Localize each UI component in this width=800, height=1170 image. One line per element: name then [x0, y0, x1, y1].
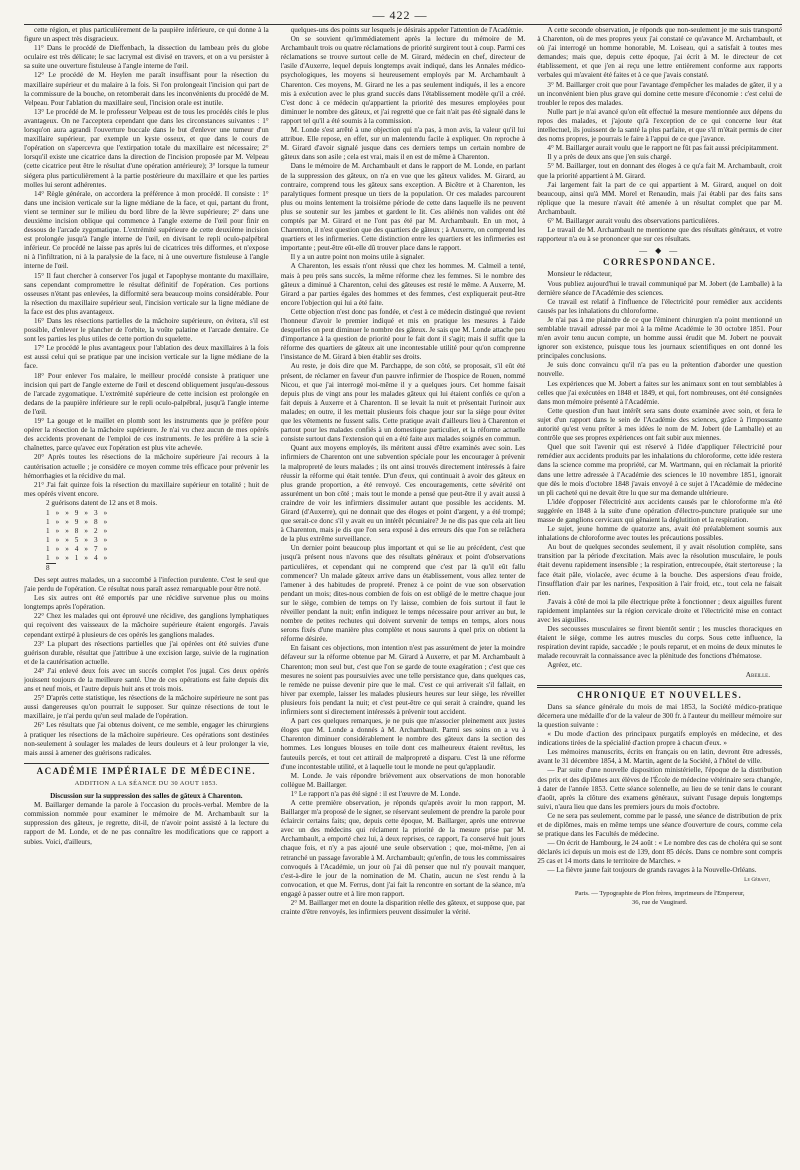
paragraph: Dans le mémoire de M. Archambault et dans le rapport de M. Londe, en parlant de la suppression des gâteux, on n'a en vue que les gâteux valides. M. Girard, au contraire, comprend tous les gâteux sans exception. A Bicêtre et à Charenton, les paralytiques forment presque un tiers de la population. Or ces malades parcourent plus ou moins lentement la troisième période de cette dans laquelle ils ne peuvent plus se soutenir sur les jambes et gardent le lit. Ces aliénés non valides ont été comptés par M. Girard et ne l'ont pas été par M. Archambault. En un mot, à Charenton, il n'est question que des quartiers de gâteux ; à Auxerre, on comprend les quartiers et les infirmeries. Cette distinction entre les quartiers et les infirmeries est importante ; peut-être eût-elle dû trouver place dans le rapport. [280, 162, 526, 253]
gerant-label: Le Gérant, [744, 876, 771, 883]
paragraph: 22° Chez les malades qui ont éprouvé une récidive, des ganglions lymphatiques qui reçoivent des vaisseaux de la mâchoire supérieure étaient engorgés. J'avais cependant extirpé à plusieurs de ces opérés les ganglions malades. [24, 612, 269, 639]
paragraph: — On écrit de Hambourg, le 24 août : « Le nombre des cas de choléra qui se sont déclarés ici depuis un mois est de 139, dont 85 décès. Dans ce nombre sont compris 25 cas et 14 morts dans le territoire de Marches. » [537, 839, 782, 866]
table-cell: » [65, 544, 69, 553]
table-cell: 1 [46, 526, 50, 535]
column-3 [537, 26, 782, 1158]
paragraph: Le sujet, jeune homme de quatorze ans, avait été préalablement soumis aux inhalations de chloroforme avec toutes les précautions possibles. [537, 525, 782, 543]
discussion-text: M. Baillarger demande la parole à l'occasion du procès-verbal. Membre de la commission nommée pour examiner le mémoire de M. Archambault sur la suppression des gâteux, je regrette, dit-il, de n'avoir point assisté à la lecture du rapport de M. Londe, et de ne pas connaître les modifications que ce rapport a subies. Voici, d'ailleurs, [24, 801, 269, 846]
paragraph: Les expériences que M. Jobert a faites sur les animaux sont en tout semblables à celles que j'ai exécutées en 1848 et 1849, et qui, fort nombreuses, ont été consignées dans mon mémoire présenté à l'Académie. [537, 379, 782, 406]
table-cell: 3 [93, 508, 98, 517]
table-cell: 4 [74, 544, 79, 553]
paragraph: 3° M. Baillarger croit que pour l'avantage d'empêcher les malades de gâter, il y a un inconvénient bien plus grave qui domine cette mesure d'économie : c'est celui de troubler le repos des malades. [537, 80, 782, 107]
paragraph: 14° Règle générale, on accordera la préférence à mon procédé. Il consiste : 1° dans une incision verticale sur la ligne médiane de la face, et qui, partant du front, vient se terminer sur le milieu du bord libre de la lèvre supérieure; 2° dans une deuxième incision oblique qui commence à l'angle externe de l'œil pour finir en dessous de l'arcade zygomatique. L'extrémité supérieure de cette deuxième incision est prolongée jusqu'à l'angle interne de l'œil, en divisant le repli oculo-palpébral inférieur. Ce procédé ne laisse pas après lui de cicatrices très difformes, et n'expose ni à l'infiltration, ni à la paralysie de la face, ni à une ouverture fistuleuse à l'angle interne de l'œil. [24, 189, 269, 271]
table-cell: » [84, 517, 88, 526]
correspondence-paragraphs [537, 280, 782, 662]
correspondence-signature: Abeille. [745, 670, 771, 679]
paragraph: Vous publiez aujourd'hui le travail communiqué par M. Jobert (de Lamballe) à la dernière séance de l'Académie des sciences. [537, 279, 782, 297]
top-rule [24, 24, 782, 25]
paragraph: Cette objection n'est donc pas fondée, et c'est à ce médecin distingué que revient l'honneur d'avoir le premier indiqué et mis en pratique les mesures à l'aide desquelles on peut diminuer le nombre des gâteux. Je sais que M. Londe attache peu d'importance à la question de priorité pour le fait dont il s'agit; mais il suffit que la réforme des quartiers de gâteux ait une incontestable utilité pour qu'on comprenne l'insistance de M. Girard à bien établir ses droits. [280, 307, 526, 362]
table-cell: » [65, 508, 69, 517]
paragraph: 6° M. Baillarger aurait voulu des observations particulières. [547, 216, 720, 225]
correspondence-salutation: Monsieur le rédacteur, [547, 270, 612, 279]
paragraph: M. Londe. Je vais répondre brièvement aux observations de mon honorable collègue M. Baillarger. [280, 771, 526, 789]
paragraph: 24° J'ai enlevé deux fois avec un succès complet l'os jugal. Ces deux opérés jouissent toujours de la meilleure santé. Une de ces opérations est faite depuis dix ans et neuf mois, et l'autre depuis huit ans et trois mois. [24, 666, 269, 694]
table-row [46, 545, 113, 554]
table-cell: 1 [46, 553, 50, 562]
table-cell: » [103, 508, 108, 517]
academy-subheading: ADDITION A LA SÉANCE DU 30 AOUT 1853. [74, 779, 218, 787]
paragraph: — La fièvre jaune fait toujours de grands ravages à la Nouvelle-Orléans. [547, 866, 757, 875]
table-cell: » [84, 554, 88, 563]
paragraph: 16° Dans les résections partielles de la mâchoire supérieure, on évitera, s'il est possible, d'enlever le plancher de l'orbite, la voûte palatine et l'arcade dentaire. Ce sont les parties les plus utiles de cette portion du squelette. [24, 317, 269, 344]
table-row [46, 536, 113, 545]
paragraph: A cette seconde observation, je réponds que non-seulement je me suis transporté à Charenton, où de mes propres yeux j'ai constaté ce qu'avance M. Archambault, et où j'ai interrogé un homme honorable, M. Loiseau, qui a satisfait à toutes mes demandes; mais que, depuis cette époque, j'ai écrit à M. le directeur de cet établissement, et que j'en ai reçu une lettre entièrement conforme aux rapports verbales qui m'avaient été faites et à ce que j'avais constaté. [537, 26, 782, 80]
table-row [46, 527, 113, 536]
paragraph: Les six autres ont été emportés par une récidive survenue plus ou moins longtemps après l'opération. [24, 594, 269, 612]
table-cell: » [103, 554, 108, 563]
table-total-row [46, 563, 113, 573]
column-2 [281, 26, 526, 1158]
paragraph: En faisant ces objections, mon intention n'est pas assurément de jeter la moindre défaveur sur la réforme obtenue par M. Girard à Auxerre, et par M. Archambault à Charenton; mon seul but, c'est que l'on se garde de toute exagération ; c'est que ces mesures ne soient pas poursuivies avec une telle persistance que, dans quelques cas, le remède ne puisse devenir pire que le mal. C'est ce qui arriverait s'il fallait, en hiver par exemple, laisser les malades plusieurs heures sur leur siège, les réveiller plusieurs fois pendant la nuit; et c'est peut-être ce qui serait à craindre, quand les infirmiers sont si directement intéressés à prévenir tout accident. [280, 644, 526, 717]
paragraph: A part ces quelques remarques, je ne puis que m'associer pleinement aux justes éloges que M. Londe a donnés à M. Archambault. Parmi ses soins on a vu à Charenton diminuer considérablement le nombre des gâteux dans la section des hommes. Les longues blouses en toile dont ces malheureux étaient revêtus, les fauteuils percés, et tout cet attirail de malpropreté a disparu. C'est là une réforme d'une incontestable utilité, et à laquelle tout le monde ne peut qu'applaudir. [280, 717, 526, 771]
paragraph: 17° Le procédé le plus avantageux pour l'ablation des deux maxillaires à la fois est aussi celui qui se pratique par une incision verticale sur la ligne médiane de la face. [24, 344, 269, 371]
table-cell: » [84, 544, 88, 553]
table-cell: 2 [93, 526, 98, 535]
column-1 [24, 26, 269, 1158]
chronicle-paragraphs [537, 703, 782, 876]
paragraph: Des secousses musculaires se firent bientôt sentir ; les muscles thoraciques en étaient le siège, comme les autres muscles du corps. Sous cette influence, la respiration devint rapide, saccadée ; le pouls reparut, et en moins de deux minutes le malade recouvrait la connaissance avec la plénitude des fonctions d'hématose. [537, 625, 782, 661]
table-row [46, 554, 113, 564]
table-cell: » [65, 517, 69, 526]
table-cell: 1 [46, 517, 50, 526]
table-cell: 9 [74, 508, 79, 517]
paragraph: 15° Il faut chercher à conserver l'os jugal et l'apophyse montante du maxillaire, sans cependant compromettre le résultat définitif de l'opération. Ces portions osseuses n'étant pas enlevées, la difformité sera beaucoup moins considérable. Pour la résection du maxillaire supérieur seul, l'incision verticale sur la ligne médiane de la face est des plus avantageux. [24, 271, 269, 316]
table-total: 8 [46, 563, 56, 573]
paragraph: Dans sa séance générale du mois de mai 1853, la Société médico-pratique décernera une médaille d'or de la valeur de 300 fr. à l'auteur du meilleur mémoire sur la question suivante : [537, 702, 782, 729]
table-cell: » [65, 526, 69, 535]
paragraph: Quel que soit l'avenir qui est réservé à l'idée d'appliquer l'électricité pour remédier aux accidents produits par les inhalations du chloroforme, cette idée restera dans la science comme ma propriété, car M. Wartmann, qui en réclamait la priorité dans une lettre adressée à l'Académie des sciences le 10 novembre 1851, ignorait que dès le mois d'octobre 1848 j'avais envoyé à ce sujet à l'Académie de médecine un pli cacheté qui ne devait être lu que sur ma demande ultérieure. [537, 443, 782, 497]
paragraph: Nulle part je n'ai avancé qu'on eût effectué la mesure mentionnée aux dépens du repos des malades, et j'ajoute qu'à l'exception de ce qui concerne leur état intellectuel, ils jouissent de la santé la plus parfaite, et que s'il m'était permis de citer des noms propres, je pourrais le faire à l'appui de ce que j'avance. [537, 107, 782, 144]
ornament-divider: — ◆ — [639, 246, 681, 256]
stats-header: 2 guérisons datent de 12 ans et 8 mois. [46, 498, 158, 507]
survival-stats-table [46, 509, 113, 573]
table-cell: » [103, 535, 108, 544]
paragraph: A cette première observation, je réponds qu'après avoir lu mon rapport, M. Baillarger m'a proposé de le signer, se réservant seulement de prendre la parole pour éclaircir certains faits; que, depuis cette époque, M. Baillarger, après une entrevue avec un des médecins qui réclament la priorité de la mesure prise par M. Archambault, a emporté chez lui, à deux reprises, ce rapport, l'a conservé huit jours chaque fois, et n'y a pas ajouté une seule observation ; que, moi-même, j'en ai retranché un passage favorable à M. Archambault; qu'enfin, de tous les commissaires convoqués à l'Académie, un jour où j'ai dû penser que nul n'y pouvait manquer, c'est-à-dire le jour de la nomination de M. Chatin, aucun ne s'est rendu à la convocation, et que M. Ferrus, dont j'ai fait la rencontre en sortant de la séance, m'a engagé à passer outre et à lire mon rapport. [280, 798, 526, 898]
paragraph: J'ai largement fait la part de ce qui appartient à M. Girard, auquel on doit beaucoup, ainsi qu'à MM. Morel et Renaudin, mais j'ai établi par des faits sans réplique que la mesure n'avait été amenée à un résultat complet que par M. Archambault. [537, 180, 782, 216]
paragraph: Ce travail est relatif à l'influence de l'électricité pour remédier aux accidents causés par les inhalations du chloroforme. [537, 297, 782, 315]
table-cell: 8 [93, 517, 98, 526]
paragraph: 21° J'ai fait quinze fois la résection du maxillaire supérieur en totalité ; huit de mes opérés vivent encore. [24, 480, 269, 498]
paragraph: A Charenton, les essais n'ont réussi que chez les hommes. M. Calmeil a tenté, mais à peu près sans succès, la même réforme chez les femmes. Si le nombre des gâteux a diminué à Charenton, celui des gâteuses est resté le même. A Auxerre, M. Girard a par parties égales des hommes et des femmes, c'est expliquerait peut-être encore l'objection qui lui a été faite. [280, 262, 526, 307]
paragraph: 18° Pour enlever l'os malaire, le meilleur procédé consiste à pratiquer une incision qui part de l'angle externe de l'œil et descend obliquement jusqu'au-dessous de l'arcade zygomatique. L'extrémité supérieure de cette incision est prolongée en dedans de la paupière inférieure sur le repli oculo-palpébral, jusqu'à l'angle interne de l'œil. [24, 371, 269, 416]
correspondence-closing: Agréez, etc. [547, 661, 582, 670]
paragraph: Je suis donc convaincu qu'il n'a pas eu la prétention d'aborder une question nouvelle. [537, 361, 782, 379]
paragraph: 13° Le procédé de M. le professeur Velpeau est de tous les procédés cités le plus avantageux. On ne l'acceptera cependant que dans les circonstances suivantes : 1° lorsqu'on aura agrandi l'ouverture buccale dans le but d'enlever une tumeur d'un maxillaire supérieur, par exemple un kyste osseux, et que dans le cours de l'opération on s'apercevra que l'extirpation totale du maxillaire est nécessaire; 2° lorsqu'il existe une cicatrice dans la direction de l'incision proposée par M. Velpeau (cette cicatrice peut être le résultat d'une opération antérieure); 3° lorsque la tumeur siégera plus particulièrement à la partie postérieure du maxillaire et que les parties molles lui seront adhérentes. [24, 107, 269, 189]
table-row [46, 509, 113, 518]
paragraph: Je n'ai pas à me plaindre de ce que l'éminent chirurgien n'a point mentionné un semblable travail adressé par moi à la même Académie le 30 octobre 1851. Pour m'en avoir tenu aucun compte, un homme aussi érudit que M. Jobert ne pouvait ignorer son existence, puisque tous les journaux scientifiques en ont donné les principales conclusions. [537, 315, 782, 361]
paragraph: 26° Les résultats que j'ai obtenus doivent, ce me semble, engager les chirurgiens à pratiquer les résections de la mâchoire supérieure. Ces opérations sont destinées non-seulement à soulager les malades de leurs douleurs et à leur prolonger la vie, mais aussi à amener des guérisons radicales. [24, 721, 269, 757]
table-cell: 9 [74, 517, 79, 526]
paragraph: J'avais à côté de moi la pile électrique prête à fonctionner ; deux aiguilles furent rapidement implantées sur la région cervicale droite et l'électricité mise en contact avec les aiguilles. [537, 597, 782, 624]
paragraph: Ce ne sera pas seulement, comme par le passé, une séance de distribution de prix et de diplômes, mais en même temps une séance d'ouverture de cours, comme cela se pratique dans les Facultés de médecine. [537, 811, 782, 839]
table-cell: 5 [74, 535, 79, 544]
table-row [46, 518, 113, 527]
column-1-paragraphs-2 [24, 576, 269, 758]
table-cell: » [55, 508, 60, 517]
discussion-heading: Discussion sur la suppression des salles de gâteux à Charenton. [50, 792, 243, 801]
paragraph: 19° La gouge et le maillet en plomb sont les instruments que je préfère pour opérer la résection de la mâchoire supérieure. Je n'ai vu chez aucun de mes opérés des accidents provenant de l'emploi de ces instruments. Je les préfère à la scie à chaînettes, parce qu'avec eux l'opération est plus vite achevée. [24, 417, 269, 453]
section-divider [24, 763, 269, 764]
paragraph: 1° Le rapport n'a pas été signé : il est l'œuvre de M. Londe. [290, 789, 461, 798]
table-cell: » [65, 554, 69, 563]
paragraph: Quant aux moyens employés, ils méritent aussi d'être examinés avec soin. Les infirmiers de Charenton ont une subvention spéciale pour les encourager à prévenir la malpropreté de leurs malades ; ils ont ainsi trouvés directement intéressés à faire réussir la réforme qui était tentée. D'un d'eux, qui continuait à avoir des gâteux en plus grande proportion, a été renvoyé. Ces encouragements, cette sévérité ont assurément un bon côté ; mais tout le monde a pensé que peut-être il y avait aussi à craindre de voir les infirmiers dissimuler autant que possible les accidents. M. Girard (d'Auxerre), qui ne donnait que des éloges et point d'argent, y a été trompé; que serait-ce donc s'il y avait eu un intérêt pécuniaire? Je ne dis pas que cela ait lieu à Charenton, mais je dis que l'on sera exposé à des erreurs dès que l'on se relâchera de la plus extrême surveillance. [280, 444, 526, 544]
paragraph: cette région, et plus particulièrement de la paupière inférieure, ce qui donne à la figure un aspect très disgracieux. [24, 26, 269, 44]
paragraph: 12° Le procédé de M. Heylen me paraît insuffisant pour la résection du maxillaire supérieur et du malaire à la fois. Si l'on prolongeait l'incision qui part de la commissure de la bouche, on retomberait dans les inconvénients du procédé de M. Velpeau. Pour l'ablation du maxillaire seul, l'incision orale est inutile. [24, 71, 269, 107]
paragraph: Au bout de quelques secondes seulement, il y avait résolution complète, sans transition par la période d'excitation. Mais avec la résolution musculaire, le pouls était devenu rapidement insensible ; la respiration, entrecoupée, était stertoreuse ; la face était pâle, violacée, avec écume à la bouche. Des aspersions d'eau froide, l'insufflation d'air par les narines, l'exposition à l'air froid, etc., tout cela ne faisait rien. [537, 543, 782, 597]
printer-line-2: 36, rue de Vaugirard. [632, 898, 688, 906]
table-cell: » [55, 544, 60, 553]
table-cell: 1 [46, 535, 50, 544]
table-cell: » [55, 535, 60, 544]
paragraph: On se souvient qu'immédiatement après la lecture du mémoire de M. Archambault trois ou quatre réclamations de priorité surgirent tout à coup. Parmi ces réclamations se trouve surtout celle de M. Girard, médecin en chef, directeur de l'asile d'Auxerre, lequel depuis longtemps avait indiqué, dans les Annales médico-psychologiques, les moyens si heureusement employés par M. Archambault à Charenton. Ces moyens, M. Girard ne les a pas seulement indiqués, il les a encore mis à exécution avec le plus grand succès dans l'établissement modèle qu'il a créé. C'est donc à ce médecin qu'appartient la priorité des mesures employées pour diminuer le nombre des gâteux, et j'ai regretté que ce fait n'ait pas été signalé dans le rapport tel qu'il a été soumis à la commission. [280, 35, 526, 125]
column-1-paragraphs [24, 26, 269, 499]
paragraph: 5° M. Baillarger, tout en donnant des éloges à ce qu'a fait M. Archambault, croit que la priorité appartient à M. Girard. [537, 162, 782, 180]
paragraph: Le travail de M. Archambault ne mentionne que des résultats généraux, et votre rapporteur n'a eu à se prononcer que sur ces résultats. [537, 226, 782, 244]
table-cell: » [103, 544, 108, 553]
table-cell: 7 [93, 544, 98, 553]
paragraph: Des sept autres malades, un a succombé à l'infection purulente. C'est le seul que j'aie perdu de l'opération. Ce résultat nous paraît assez remarquable pour être noté. [24, 575, 269, 594]
page-number: — 422 — [372, 8, 428, 22]
column-2-paragraphs [281, 26, 526, 917]
paragraph: Il y a près de deux ans que j'en suis chargé. [547, 153, 672, 162]
table-cell: 1 [46, 508, 50, 517]
paragraph: « Du mode d'action des principaux purgatifs employés en médecine, et des indications tirées de la spécialité d'action propre à chacun d'eux. » [537, 730, 782, 748]
table-cell: » [84, 526, 88, 535]
paragraph: Au reste, je dois dire que M. Parchappe, de son côté, se proposait, s'il eût été présent, de réclamer en faveur d'un pauvre infirmier de l'hospice de Rouen, nommé Nicou, et que j'ai interrogé moi-même il y a quelques jours. Cet homme faisait depuis plus de vingt ans pour les malades gâteux qui lui étaient confiés ce qu'on a fait depuis à Auxerre et à Charenton. Il se levait la nuit et présentait l'urinoir aux malades; en outre, il les mettait plusieurs fois chaque jour sur la siège pour éviter que les vêtements ne fussent salis. Cette pratique avait d'ailleurs lieu à Charenton et partout pour les malades confiés à un domestique particulier, et la réforme actuelle consiste surtout dans l'extension qui en a été faite aux malades soignés en commun. [280, 362, 526, 444]
table-cell: » [55, 554, 60, 563]
section-divider-double [537, 685, 782, 688]
table-cell: 1 [74, 554, 79, 563]
paragraph: M. Londe s'est arrêté à une objection qui n'a pas, à mon avis, la valeur qu'il lui attribue. Elle repose, en effet, sur un malentendu facile à expliquer. On reproche à M. Girard d'avoir signalé jusque dans ces derniers temps un certain nombre de gâteux dans son asile ; cela est vrai, mais il en est de même à Charenton. [280, 126, 526, 162]
paragraph: quelques-uns des points sur lesquels je désirais appeler l'attention de l'Académie. [290, 26, 524, 34]
paragraph: Les mémoires manuscrits, écrits en français ou en latin, devront être adressés, avant le 31 décembre 1854, à M. Martin, agent de la Société, à l'hôtel de ville. [537, 748, 782, 766]
table-cell: » [55, 526, 60, 535]
table-cell: » [103, 526, 108, 535]
paragraph: 11° Dans le procédé de Dieffenbach, la dissection du lambeau près du globe oculaire est très délicate; le sac lacrymal est divisé en travers, et on a vu persister à sa suite une ouverture fistuleuse à l'angle interne de l'œil. [24, 44, 269, 71]
chronicle-heading: CHRONIQUE ET NOUVELLES. [577, 689, 743, 700]
correspondence-heading: CORRESPONDANCE. [603, 257, 717, 268]
paragraph: 23° La plupart des résections partielles que j'ai opérées ont été suivies d'une guérison durable, résultat que j'attribue à une excision large, suivie de la rugination et de la cautérisation actuelle. [24, 639, 269, 666]
paragraph: 4° M. Baillarger aurait voulu que le rapport ne fût pas fait aussi précipitamment. [547, 144, 779, 153]
paragraph: — Par suite d'une nouvelle disposition ministérielle, l'époque de la distribution des prix et des diplômes aux élèves de l'École de médecine vétérinaire sera changée, à dater de l'année 1853. Cette séance solennelle, au lieu de se tenir dans le courant d'août, après la clôture des examens généraux, suivant l'usage depuis longtemps suivi, n'aura lieu que dans les premiers jours du mois d'octobre. [537, 766, 782, 811]
paragraph: Un dernier point beaucoup plus important et qui se lie au précédent, c'est que jusqu'à présent nous n'avons que des résultats généraux et point d'observations particulières, et cependant qui ne comprend que c'est par là qu'il eût fallu commencer? Un malade gâteux arrive dans un établissement, vous allez tenter de l'amener à des habitudes de propreté. Prenez à ce point de vue son observation pendant un mois; dites-nous combien de fois on est obligé de le mettre chaque jour sur le siège, combien de temps on l'y laisse, combien de fois surtout il faut le réveiller pendant la nuit; enfin indiquez le temps nécessaire pour arriver au but, le nombre de petites rechutes qui doivent survenir de temps en temps, alors nous serons fixés d'une manière plus complète et nous saurons à quel prix on obtient la réforme désirée. [280, 544, 526, 644]
printer-line-1: Paris. — Typographie de Plon frères, imprimeurs de l'Empereur, [574, 889, 745, 897]
academy-heading: ACADÉMIE IMPÉRIALE DE MÉDECINE. [36, 765, 257, 776]
paragraph: Cette question d'un haut intérêt sera sans doute examinée avec soin, et fera le sujet d'un rapport dans le sein de l'Académie des sciences, grâce à l'impossante autorité qu'est venu prêter à mes idées le nom de M. Jobert (de Lamballe) et au contrôle que ses propres expériences ont fait subir aux miennes. [537, 406, 782, 443]
table-cell: » [84, 535, 88, 544]
paragraph: 2° M. Baillarger met en doute la disparition réelle des gâteux, et suppose que, par crainte d'être renvoyés, les infirmiers peuvent dissimuler la vérité. [280, 899, 526, 917]
table-cell: 3 [93, 535, 98, 544]
column-3-paragraphs [537, 26, 782, 244]
table-cell: 1 [46, 544, 50, 553]
table-cell: » [84, 508, 88, 517]
paragraph: Il y a un autre point non moins utile à signaler. [290, 253, 425, 262]
table-cell: » [55, 517, 60, 526]
columns [24, 26, 782, 1158]
paragraph: L'idée d'opposer l'électricité aux accidents causés par le chloroforme m'a été suggérée en 1848 à la suite d'une opération d'électro-puncture pratiquée sur une masse de ganglions cervicaux qui gênaient la déglutition et la respiration. [537, 497, 782, 524]
paragraph: 20° Après toutes les résections de la mâchoire supérieure j'ai recours à la cautérisation actuelle ; je considère ce moyen comme très efficace pour prévenir les hémorrhagies et la récidive du mal. [24, 453, 269, 480]
paragraph: 25° D'après cette statistique, les résections de la mâchoire supérieure ne sont pas aussi dangereuses qu'on pourrait le supposer. Sur quinze résections de tout le maxillaire, je n'ai perdu qu'un seul malade de l'opération. [24, 694, 269, 721]
table-cell: » [65, 535, 69, 544]
table-cell: 4 [93, 554, 98, 563]
table-cell: » [103, 517, 108, 526]
table-cell: 8 [74, 526, 79, 535]
